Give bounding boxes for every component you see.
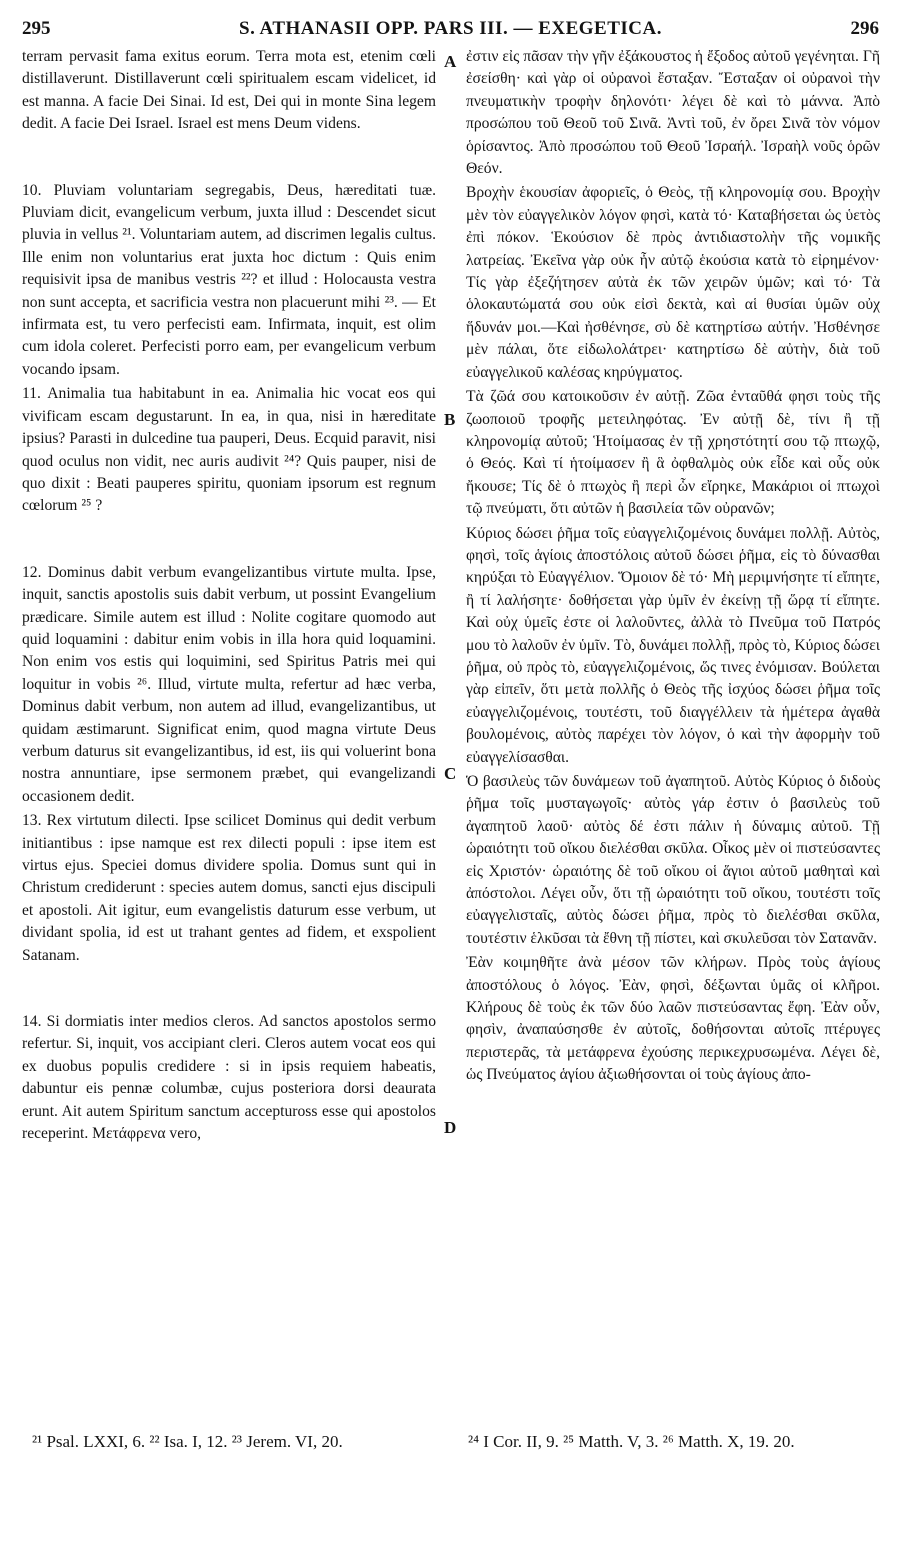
footnotes-left: ²¹ Psal. LXXI, 6. ²² Isa. I, 12. ²³ Jerem. VI, 20. (32, 1432, 343, 1451)
page-number-left: 295 (22, 18, 51, 39)
latin-paragraph: 11. Animalia tua habitabunt in ea. Animalia hic vocat eos qui vivificam escam degustarunt. In ea, in qua, nisi in hæreditate ipsius? Parasti in dulcedine tua pauperi, Deus. Ecquid paravit, nisi quod oculus non vidit, nec auris audivit ²⁴? Quis pauper, nisi de quo dixit : Beati pauperes spiritu, quoniam ipsorum est regnum cœlorum ²⁵ ? (22, 385, 436, 515)
margin-letter-c: C (444, 764, 457, 783)
greek-column (466, 46, 880, 1087)
margin-letter-b: B (444, 410, 456, 429)
greek-paragraph: Βροχὴν ἑκουσίαν ἀφοριεῖς, ὁ Θεὸς, τῇ κληρονομίᾳ σου. Βροχὴν μὲν τὸν εὐαγγελικὸν λόγον φησὶ, κατὰ τό· Καταβήσεται ὡς ὑετὸς ἐπὶ πόκον. Ἑκούσιον δὲ πρὸς ἀντιδιαστολὴν τῆς νομικῆς λατρείας. Ἐκεῖνα γὰρ οὐκ ἦν αὐτῷ ἑκούσια κατὰ τὸ εἰρημένον· Τίς γὰρ ἐξεζήτησεν αὐτὰ ἐκ τῶν χειρῶν ὑμῶν; καὶ τό· Τὰ ὁλοκαυτώματά σου οὐκ εἰσὶ δεκτὰ, καὶ αἱ θυσίαι ὑμῶν οὐχ ἥδυνάν μοι.—Καὶ ἠσθένησε, σὺ δὲ κατηρτίσω αὐτήν. Ἠσθένησε μὲν πάλαι, ὅτε εἰδωλολάτρει· κατηρτίσω δὲ αὐτὴν, διὰ τοῦ εὐαγγελικοῦ καλέσας κηρύγματος. (466, 184, 880, 381)
greek-paragraph: Κύριος δώσει ῥῆμα τοῖς εὐαγγελιζομένοις δυνάμει πολλῇ. Αὐτὸς, φησὶ, τοῖς ἁγίοις ἀποστόλοις αὐτοῦ δώσει ῥῆμα, εἰς τὸ δύνασθαι κηρύξαι τὸ Εὐαγγέλιον. Ὅμοιον δὲ τό· Μὴ μεριμνήσητε τί εἴπητε, ἢ τί λαλήσητε· δοθήσεται γὰρ ὑμῖν ἐν ἐκείνῃ τῇ ὥρᾳ τί εἴπητε. Καὶ οὐχ ὑμεῖς ἐστε οἱ λαλοῦντες, ἀλλὰ τὸ Πνεῦμα τοῦ Πατρός μου τὸ λαλοῦν ἐν ὑμῖν. Τὸ, δυνάμει πολλῇ, πρὸς τὸ, Κύριος δώσει ῥῆμα, οὐ πρὸς τὸ, εὐαγγελιζομένοις, ὥς τινες ἐνόμισαν. Βούλεται γὰρ εἰπεῖν, ὅτι μετὰ πολλῆς ὁ Θεὸς τῆς ἰσχύος δώσει ῥῆμα τοῖς εὐαγγελιζομένοις, τουτέστι, τοῦ διαγγέλλειν τὰ ἡμέτερα ἀγαθὰ βουλομένοις, αὐτὸς παρέχει τὸν λόγον, ὁ καὶ τὴν ἀφορμὴν τοῦ εὐαγγελίσασθαι. (466, 524, 880, 766)
page-number-right: 296 (850, 18, 879, 39)
latin-paragraph: 13. Rex virtutum dilecti. Ipse scilicet Dominus qui dedit verbum initiantibus : ipse namque est rex dilecti populi : ipse item est virtus ejus. Speciei domus dividere spolia. Domus sunt qui in Christum crediderunt : species autem domus, sancti ejus discipuli et apostoli. Ait igitur, eum evangelistis daturum esse verbum, ut dividant spolia, id est ut trahant gentes ad fidem, et exspolient Satanam. (22, 812, 436, 964)
margin-letter-a: A (444, 52, 457, 71)
latin-paragraph: 12. Dominus dabit verbum evangelizantibus virtute multa. Ipse, inquit, sanctis apostolis suis dabit verbum, ut possint Evangelium prædicare. Simile autem est illud : Nolite cogitare quomodo aut quid loquamini : dabitur enim vobis in illa hora quid loquamini. Non enim vos estis qui loquimini, sed Spiritus Patris mei qui loquitur in vobis ²⁶. Illud, virtute multa, refertur ad hæc verba, Dominus dabit verbum, non autem ad illud, evangelizantibus, ut quidam æstimarunt. Significat enim, quod magna virtute Deus verbum daturus sit evangelizantibus, id est, iis qui voluerint bona nostra annuntiare, ipse sermonem præbet, qui evangelizandi occasionem dedit. (22, 563, 436, 805)
greek-paragraph: ἐστιν εἰς πᾶσαν τὴν γῆν ἐξάκουστος ἡ ἔξοδος αὐτοῦ γεγένηται. Γῆ ἐσείσθη· καὶ γὰρ οἱ οὐρανοὶ ἔσταξαν. Ἔσταξαν οἱ οὐρανοὶ τὴν πνευματικὴν τροφὴν δηλονότι· λέγει δὲ καὶ τὸ μάννα. Ἀπὸ προσώπου τοῦ Θεοῦ τοῦ Σινᾶ. Ἀντὶ τοῦ, ἐν ὄρει Σινᾶ τὸν νόμον ὁρίσαντος. Ἀπὸ προσώπου τοῦ Θεοῦ Ἰσραήλ. Ἰσραὴλ νοῦς ὁρῶν Θεόν. (466, 48, 880, 178)
latin-paragraph: 10. Pluviam voluntariam segregabis, Deus, hæreditati tuæ. Pluviam dicit, evangelicum verbum, juxta illud : Descendet sicut pluvia in vellus ²¹. Voluntariam autem, ad discrimen legalis cultus. Ille enim non voluntarius erat juxta hoc dictum : Quis enim requisivit ipsa de manibus vestris ²²? et illud : Holocausta vestra non sunt accepta, et sacrificia vestra non placuerunt mihi ²³. — Et infirmata est, tu vero perfecisti eam. Infirmata, inquit, est olim cum idola coleret. Perfecisti porro eam, per evangelicum verbum vocando ipsam. (22, 181, 436, 378)
greek-paragraph: Ἐὰν κοιμηθῆτε ἀνὰ μέσον τῶν κλήρων. Πρὸς τοὺς ἁγίους ἀποστόλους ὁ λόγος. Ἐὰν, φησὶ, δέξωνται ὑμᾶς οἱ κλῆροι. Κλήρους δὲ τοὺς ἐκ τῶν δύο λαῶν πιστεύσαντας ἔφη. Ἐὰν οὖν, φησὶν, ἀναπαύσησθε ἐν αὐτοῖς, δοθήσονται αὐτοῖς πτέρυγες περιστερᾶς, τὰ μετάφρενα ἐχούσης περικεχρυσωμένα. Λέγει δὲ, ὡς Πνεύματος ἁγίου ἀξιωθήσονται οἱ τοὺς ἁγίους ἀπο- (466, 954, 880, 1084)
margin-letter-d: D (444, 1118, 457, 1137)
greek-paragraph: Ὁ βασιλεὺς τῶν δυνάμεων τοῦ ἀγαπητοῦ. Αὐτὸς Κύριος ὁ διδοὺς ῥῆμα τοῖς μυσταγωγοῖς· αὐτὸς γάρ ἐστιν ὁ βασιλεὺς τοῦ ἀγαπητοῦ λαοῦ· αὐτὸς δέ ἐστι πάλιν ἡ δύναμις αὐτοῦ. Τῇ ὡραιότητι τοῦ οἴκου διελέσθαι σκῦλα. Οἶκος μὲν οἱ πιστεύσαντες εἰς Χριστόν· ὡραιότης δὲ τοῦ οἴκου οἱ ἅγιοι αὐτοῦ μαθηταὶ καὶ ἀπόστολοι. Λέγει οὖν, ὅτι τῇ ὡραιότητι τοῦ οἴκου, τουτέστι τοῖς εὐαγγελισταῖς, αὐτὸς δώσει ῥῆμα, πρὸς τὸ διελέσθαι σκῦλα, τουτέστιν ἑλκῦσαι τὰ ἔθνη τῇ πίστει, καὶ σκυλεῦσαι τὸν Σατανᾶν. (466, 773, 880, 947)
latin-paragraph: 14. Si dormiatis inter medios cleros. Ad sanctos apostolos sermo refertur. Si, inquit, vos accipiant cleri. Cleros autem vocat eos qui ex duobus populis credidere : si in ipsis requiem habeatis, dabuntur eis pennæ columbæ, cujus posteriora dorsi deaurata erunt. Ait autem Spiritum sanctum acceptuross esse qui apostolos receperint. Μετάφρενα vero, (22, 1013, 436, 1143)
footnotes-right: ²⁴ I Cor. II, 9. ²⁵ Matth. V, 3. ²⁶ Matth. X, 19. 20. (468, 1432, 795, 1451)
running-header (22, 10, 879, 42)
latin-column (22, 46, 436, 1145)
greek-paragraph: Τὰ ζῶά σου κατοικοῦσιν ἐν αὐτῇ. Ζῶα ἐνταῦθά φησι τοὺς τῆς ζωοποιοῦ τροφῆς μετειληφότας. Ἐν αὐτῇ δὲ, τίνι ἢ τῇ κληρονομίᾳ αὐτοῦ; Ἡτοίμασας ἐν τῇ χρηστότητί σου τῷ πτωχῷ, ὁ Θεός. Καὶ τί ἡτοίμασεν ἢ ἃ ὀφθαλμὸς οὐκ εἶδε καὶ οὖς οὐκ ἤκουσε; Τίς δὲ ὁ πτωχὸς ἢ περὶ ὧν εἴρηκε, Μακάριοι οἱ πτωχοὶ τῷ πνεύματι, ὅτι αὐτῶν ἡ βασιλεία τῶν οὐρανῶν; (466, 388, 880, 518)
header-title: S. ATHANASII OPP. PARS III. — EXEGETICA. (239, 18, 662, 39)
latin-paragraph: terram pervasit fama exitus eorum. Terra mota est, etenim cœli distillaverunt. Distillaverunt cœli spiritualem escam videlicet, id est manna. A facie Dei Sinai. Id est, Dei qui in monte Sina legem dedit. A facie Dei Israel. Israel est mens Deum videns. (22, 48, 436, 133)
